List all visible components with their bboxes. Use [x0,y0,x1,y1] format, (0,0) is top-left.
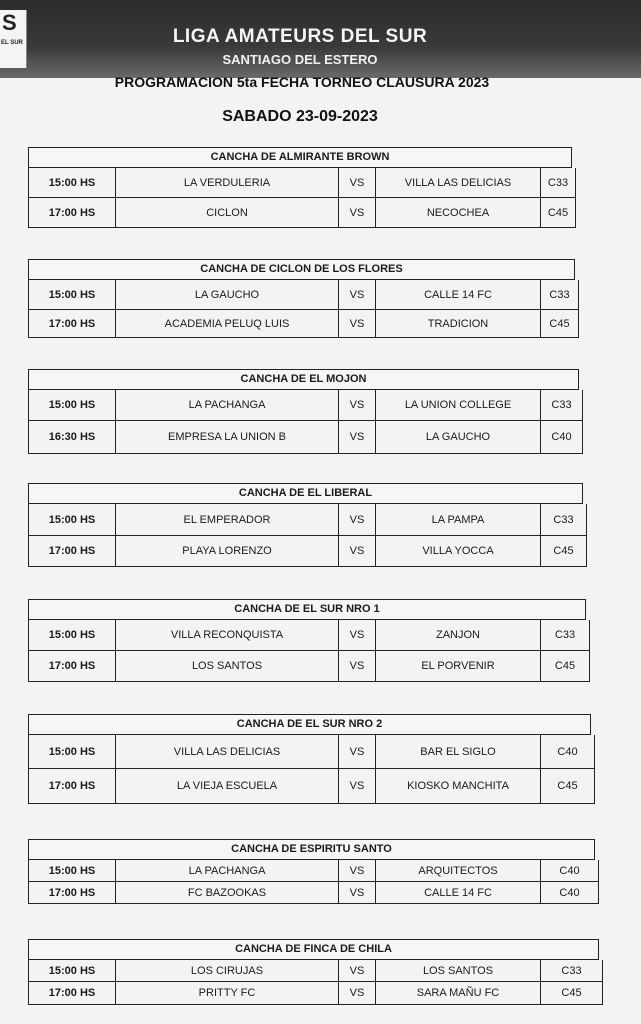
match-row [28,651,590,682]
home-team: VILLA RECONQUISTA [116,620,339,650]
venue-title: CANCHA DE FINCA DE CHILA [28,939,599,960]
program-title: PROGRAMACION 5ta FECHA TORNEO CLAUSURA 2023 [114,74,490,90]
home-team: LA GAUCHO [116,280,339,309]
vs-label: VS [339,280,376,309]
category: C33 [551,399,572,411]
venue-table [28,839,599,904]
category: C40 [557,745,578,758]
venue-title: CANCHA DE EL MOJON [28,369,579,390]
vs-label: VS [339,651,376,681]
match-time: 15:00 HS [29,735,116,768]
home-team: EL EMPERADOR [116,504,339,535]
venue-table [28,369,583,454]
match-row [28,982,603,1005]
match-time: 15:00 HS [29,960,116,981]
venue-title: CANCHA DE EL SUR NRO 1 [28,599,586,620]
venue-table [28,599,590,682]
match-row [28,620,590,651]
away-team: VILLA LAS DELICIAS [376,168,541,197]
match-row [28,860,599,882]
league-title: LIGA AMATEURS DEL SUR [172,26,428,47]
away-team: SARA MAÑU FC [376,982,541,1004]
match-time: 15:00 HS [29,168,116,197]
match-row [28,882,599,904]
away-team: LA UNION COLLEGE [376,390,541,420]
match-date: SABADO 23-09-2023 [222,108,378,125]
match-row [28,421,583,454]
home-team: CICLON [116,198,339,227]
match-row [28,168,576,198]
vs-label: VS [339,390,376,420]
home-team: LA PACHANGA [116,390,339,420]
vs-label: VS [339,860,376,881]
venue-title: CANCHA DE CICLON DE LOS FLORES [28,259,575,280]
home-team: VILLA LAS DELICIAS [116,735,339,768]
category: C33 [561,964,582,977]
match-time: 17:00 HS [29,198,116,227]
category: C45 [547,206,569,219]
venue-table [28,714,595,804]
match-time: 17:00 HS [29,882,116,903]
match-row [28,310,579,338]
away-team: ARQUITECTOS [376,860,541,881]
home-team: PRITTY FC [116,982,339,1004]
away-team: EL PORVENIR [376,651,541,681]
category: C33 [553,513,574,526]
match-row [28,198,576,228]
category: C33 [549,288,570,301]
vs-label: VS [339,198,376,227]
venue-title: CANCHA DE ALMIRANTE BROWN [28,147,572,168]
venue-table [28,939,603,1005]
home-team: LA VIEJA ESCUELA [116,769,339,803]
away-team: BAR EL SIGLO [376,735,541,768]
home-team: LOS CIRUJAS [116,960,339,981]
match-time: 16:30 HS [29,421,116,453]
home-team: ACADEMIA PELUQ LUIS [116,310,339,337]
venue-table [28,483,587,567]
match-time: 15:00 HS [29,390,116,420]
category: C45 [549,317,570,330]
category: C45 [557,780,578,792]
away-team: CALLE 14 FC [376,280,541,309]
venue-title: CANCHA DE EL SUR NRO 2 [28,714,591,735]
venue-title: CANCHA DE EL LIBERAL [28,483,583,504]
away-team: LA GAUCHO [376,421,541,453]
match-time: 15:00 HS [29,860,116,881]
match-time: 17:00 HS [29,651,116,681]
home-team: LA VERDULERIA [116,168,339,197]
vs-label: VS [339,310,376,337]
vs-label: VS [339,735,376,768]
match-time: 17:00 HS [29,536,116,566]
home-team: LOS SANTOS [116,651,339,681]
venue-title: CANCHA DE ESPIRITU SANTO [28,839,595,860]
match-row [28,735,595,769]
venue-table [28,147,576,228]
vs-label: VS [339,620,376,650]
away-team: VILLA YOCCA [376,536,541,566]
match-row [28,769,595,804]
away-team: LA PAMPA [376,504,541,535]
away-team: ZANJON [376,620,541,650]
match-time: 17:00 HS [29,982,116,1004]
category: C45 [553,545,574,557]
away-team: NECOCHEA [376,198,541,227]
match-time: 15:00 HS [29,504,116,535]
logo-text: EL SUR [1,40,23,46]
vs-label: VS [339,536,376,566]
category: C45 [554,660,576,672]
away-team: LOS SANTOS [376,960,541,981]
vs-label: VS [339,769,376,803]
match-time: 17:00 HS [29,769,116,803]
match-time: 15:00 HS [29,280,116,309]
match-time: 15:00 HS [29,620,116,650]
match-row [28,280,579,310]
home-team: PLAYA LORENZO [116,536,339,566]
match-row [28,390,583,421]
category: C33 [547,176,569,189]
vs-label: VS [339,882,376,903]
category: C40 [551,431,572,443]
venue-table [28,259,579,338]
away-team: KIOSKO MANCHITA [376,769,541,803]
category: C40 [559,864,580,877]
vs-label: VS [339,982,376,1004]
category: C33 [554,629,576,641]
home-team: EMPRESA LA UNION B [116,421,339,453]
category: C40 [559,886,580,899]
match-row [28,504,587,536]
vs-label: VS [339,504,376,535]
home-team: LA PACHANGA [116,860,339,881]
away-team: CALLE 14 FC [376,882,541,903]
city-subtitle: SANTIAGO DEL ESTERO [222,52,378,67]
match-time: 17:00 HS [29,310,116,337]
category: C45 [561,987,582,999]
vs-label: VS [339,421,376,453]
vs-label: VS [339,168,376,197]
vs-label: VS [339,960,376,981]
match-row [28,536,587,567]
logo-mark-icon: S [2,10,17,35]
home-team: FC BAZOOKAS [116,882,339,903]
match-row [28,960,603,982]
away-team: TRADICION [376,310,541,337]
